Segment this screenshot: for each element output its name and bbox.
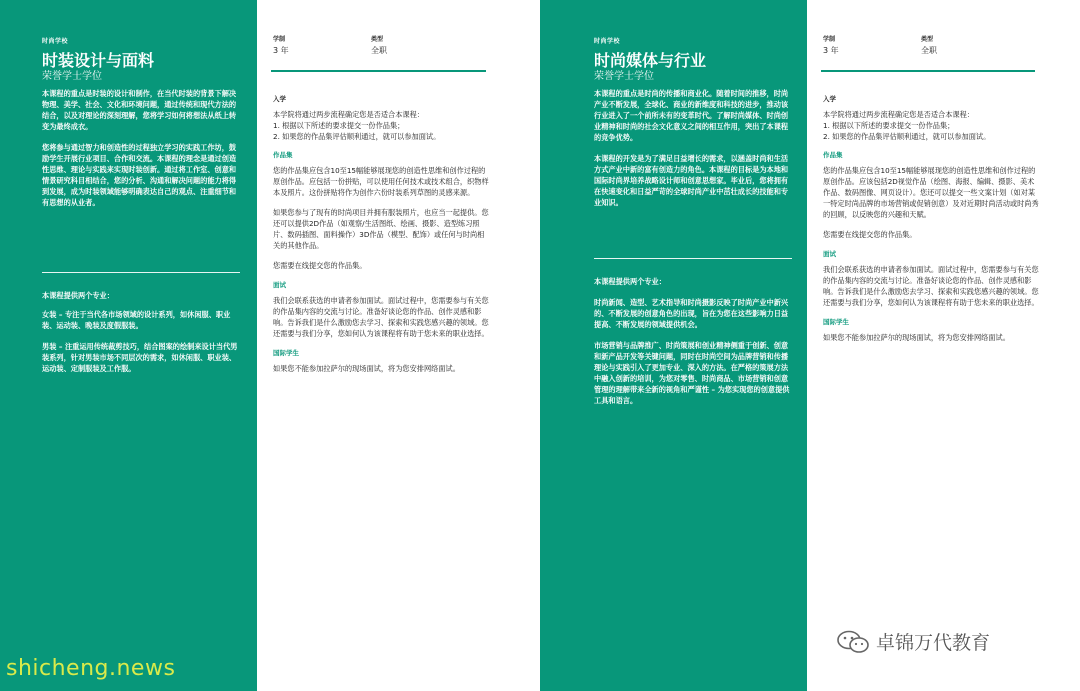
entry-heading: 入学 <box>823 95 836 103</box>
intro-paragraph-2: 您将参与通过智力和创造性的过程独立学习的实践工作坊，鼓励学生开展行业项目、合作和交流。本课程的理念是通过创造性思维、理论与实践来实现时装创新。通过将工作室、创意和情景研究科目相结合，您的分析、沟通和解决问题的能力将得到发展，成为时装领域能够明确表达自己的观点、注重细节和有思想的从业者。 <box>42 143 237 207</box>
portfolio-paragraph-1: 您的作品集应包含10至15幅能够展现您的创造性思维和创作过程的原创作品。应该包括2D视觉作品（绘图、海报、编辑、摄影、美术作品、数码图像、网页设计）。您还可以提交一些文案计划（如对某一特定时尚品牌的市场营销或促销创意）及对近期时尚活动或时尚秀的回顾，以反映您的兴趣和天赋。 <box>823 166 1039 219</box>
specialisms-heading: 本课程提供两个专业： <box>42 291 114 300</box>
type-value: 全职 <box>921 46 937 55</box>
duration-value: 3 年 <box>823 46 839 55</box>
divider <box>821 70 1035 72</box>
watermark-site: shicheng.news <box>6 656 176 681</box>
type-label: 类型 <box>921 36 934 43</box>
divider <box>42 272 240 273</box>
panel-fashion-design <box>0 0 257 691</box>
panel-fashion-design-admissions <box>257 0 540 691</box>
specialism-womenswear: 女装 – 专注于当代各市场领域的设计系列，如休闲服、职业装、运动装、晚装及度假服装。 <box>42 310 231 330</box>
entry-step-1: 1. 根据以下所述的要求提交一份作品集； <box>823 121 955 130</box>
type-label: 类型 <box>371 36 384 43</box>
international-paragraph: 如果您不能参加拉萨尔的现场面试，将为您安排网络面试。 <box>273 364 460 373</box>
divider <box>594 258 792 259</box>
specialism-media: 时尚新闻、造型、艺术指导和时尚摄影反映了时尚产业中新兴的、不断发展的创意角色的出现，旨在为您在这些影响力日益提高、不断发展的领域提供机会。 <box>594 298 789 329</box>
duration-label: 学制 <box>273 36 286 43</box>
interview-heading: 面试 <box>273 281 286 289</box>
entry-intro: 本学院将通过两步流程确定您是否适合本课程： <box>823 110 974 119</box>
duration-value: 3 年 <box>273 46 289 55</box>
intro-paragraph-1: 本课程的重点是时尚的传播和商业化。随着时间的推移，时尚产业不断发展，全球化、商业的新维度和科技的进步，推动该行业进入了一个前所未有的变革时代。了解时尚媒体、时尚创业精神和时尚的社会文化意义之间的相互作用，突出了本课程的竞争优势。 <box>594 89 789 142</box>
international-heading: 国际学生 <box>823 318 849 326</box>
interview-heading: 面试 <box>823 250 836 258</box>
interview-paragraph: 我们会联系获选的申请者参加面试。面试过程中，您需要参与有关您的作品集内容的交流与讨论。准备好谈论您的作品、创作灵感和影响。告诉我们是什么激励您去学习、探索和实践您感兴趣的领域。您还需要与我们分享，您如何认为该课程将有助于您未来的职业选择。 <box>823 265 1039 307</box>
intro-block <box>594 88 794 218</box>
school-tag: 时尚学校 <box>594 38 621 45</box>
interview-paragraph: 我们会联系获选的申请者参加面试。面试过程中，您需要参与有关您的作品集内容的交流与讨论。准备好谈论您的作品、创作灵感和影响。告诉我们是什么激励您去学习、探索和实践您感兴趣的领域。您还需要与我们分享，您如何认为该课程将有助于您未来的职业选择。 <box>273 296 489 338</box>
entry-intro: 本学院将通过两步流程确定您是否适合本课程： <box>273 110 424 119</box>
degree-label: 荣誉学士学位 <box>594 71 654 82</box>
international-heading: 国际学生 <box>273 349 299 357</box>
portfolio-paragraph-2: 如果您参与了现有的时尚项目并拥有服装照片，也应当一起提供。您还可以提供2D作品（如观察/生活图纸、绘画、摄影、造型练习照片、数码插图、面料操作）3D作品（模型、配饰）或任何与时尚相关的其他作品。 <box>273 208 489 250</box>
admissions-body <box>273 94 491 383</box>
specialisms-heading: 本课程提供两个专业： <box>594 277 666 286</box>
wechat-icon <box>836 630 870 654</box>
entry-step-2: 2. 如果您的作品集评估顺利通过，就可以参加面试。 <box>823 132 991 141</box>
intro-paragraph-2: 本课程的开发是为了满足日益增长的需求，以涵盖时尚和生活方式产业中新的富有创造力的角色。本课程的目标是为本地和国际时尚界培养战略设计师和创意思想家。毕业后，您将拥有在快速变化和日益严苛的全球时尚产业中茁壮成长的技能和专业知识。 <box>594 154 789 207</box>
intro-paragraph-1: 本课程的重点是时装的设计和制作，在当代时装的背景下解决物理、美学、社会、文化和环境问题，通过传统和现代方法的结合，以及对理论的深刻理解，您将学习如何将想法从纸上转变为最终成衣。 <box>42 89 237 131</box>
panel-fashion-media-admissions <box>807 0 1080 691</box>
specialisms-block <box>594 297 794 416</box>
specialism-marketing: 市场营销与品牌推广、时尚策展和创业精神侧重于创新、创意和新产品开发等关键问题，同时在时尚空间为品牌营销和传播理论与实践引入了更加专业、深入的方法。在严格的策展方法中融入创新的培训，为您对零售、时尚商品、市场营销和创意管理的理解带来全新的视角和严谨性 – 为您实现您的创意提供工具和语言。 <box>594 341 790 405</box>
divider <box>271 70 486 72</box>
entry-step-1: 1. 根据以下所述的要求提交一份作品集； <box>273 121 405 130</box>
specialisms-block <box>42 309 242 384</box>
type-value: 全职 <box>371 46 387 55</box>
specialism-menswear: 男装 – 注重运用传统裁剪技巧，结合图案的绘制来设计当代男装系列，针对男装市场不同层次的需求，如休闲服、职业装、运动装、定制服装及工作服。 <box>42 342 238 373</box>
watermark-brand <box>836 628 990 655</box>
portfolio-paragraph-3: 您需要在线提交您的作品集。 <box>273 261 367 270</box>
brand-name: 卓锦万代教育 <box>876 632 991 654</box>
intro-block <box>42 88 242 218</box>
duration-label: 学制 <box>823 36 836 43</box>
portfolio-paragraph-2: 您需要在线提交您的作品集。 <box>823 230 917 239</box>
entry-heading: 入学 <box>273 95 286 103</box>
portfolio-paragraph-1: 您的作品集应包含10至15幅能够展现您的创造性思维和创作过程的原创作品。应包括一份拼贴，可以使用任何技术或技术组合，织物样本及照片。这份拼贴将作为创作六份时装系列草图的灵感来源。 <box>273 166 489 197</box>
international-paragraph: 如果您不能参加拉萨尔的现场面试，将为您安排网络面试。 <box>823 333 1010 342</box>
program-title: 时装设计与面料 <box>42 51 155 70</box>
degree-label: 荣誉学士学位 <box>42 71 102 82</box>
panel-fashion-media <box>540 0 807 691</box>
portfolio-heading: 作品集 <box>823 151 843 159</box>
entry-step-2: 2. 如果您的作品集评估顺利通过，就可以参加面试。 <box>273 132 441 141</box>
program-title: 时尚媒体与行业 <box>594 51 707 70</box>
school-tag: 时尚学校 <box>42 38 69 45</box>
portfolio-heading: 作品集 <box>273 151 293 159</box>
admissions-body <box>823 94 1041 352</box>
